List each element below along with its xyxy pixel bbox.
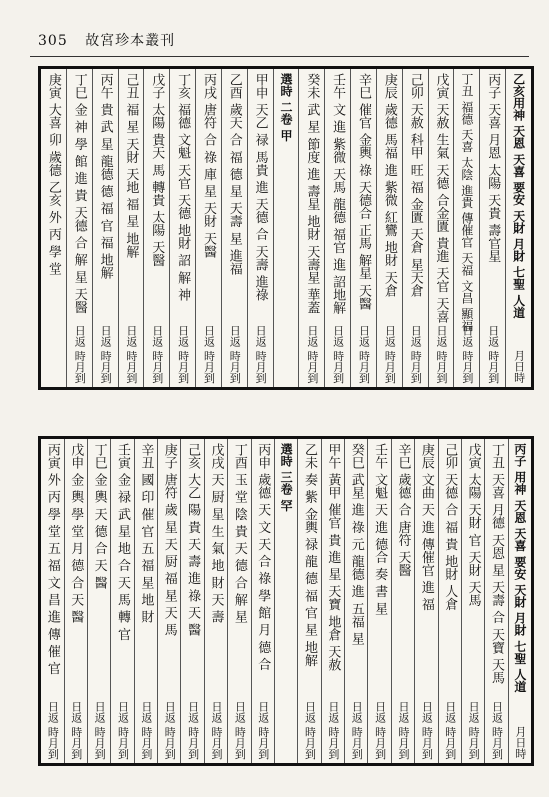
column-text: 乙亥用神 天恩 天喜 要安 天財 月財 七聖 人道 [511, 73, 526, 319]
table-column [87, 439, 110, 763]
column-footer: 日返 時月到 [490, 700, 504, 759]
table-column [367, 439, 390, 763]
column-footer: 日返 時月到 [435, 324, 449, 383]
column-footer: 日返 時月到 [409, 324, 423, 383]
table-column [247, 69, 273, 387]
column-text: 戊子 太陽 貴天 馬 轉貴 太陽 天醫 [149, 73, 165, 267]
table-column [321, 439, 344, 763]
column-text: 丁丑 天喜 月德 天恩 星 天壽 合 天寶 天馬 [488, 443, 504, 685]
column-footer: 日返 時月到 [486, 324, 500, 383]
table-column [41, 69, 66, 387]
column-text: 選時 二卷 甲 [278, 73, 293, 142]
column-text: 丙戌 唐符 合 祿 庫 星 天財 天醫 [200, 73, 216, 258]
table-column [204, 439, 227, 763]
column-footer: 日返 時月到 [467, 700, 481, 759]
table-column [221, 69, 247, 387]
column-footer: 日返 時月到 [150, 324, 164, 383]
table-column [376, 69, 402, 387]
column-footer: 日返 時月到 [396, 700, 410, 759]
table-column [251, 439, 274, 763]
table-column [344, 439, 367, 763]
column-footer: 日返 時月到 [254, 324, 268, 383]
bottom-almanac-table [38, 436, 534, 766]
column-text: 己丑 福 星 天財 天地 福 星 地解 [123, 73, 139, 258]
column-footer: 日返 時月到 [373, 700, 387, 759]
column-footer: 月日時 [512, 350, 526, 383]
table-column [195, 69, 221, 387]
table-column [298, 69, 324, 387]
page-header [38, 30, 187, 50]
column-text: 丙寅 外 丙 學 堂 五 福 文 昌 進 傳 催 官 [44, 443, 60, 675]
table-column [274, 439, 297, 763]
column-text: 戊申 金 輿 學 堂 月 德 合 天 醫 [68, 443, 84, 624]
column-footer: 日返 時月到 [186, 700, 200, 759]
column-footer: 日返 時月到 [305, 324, 319, 383]
column-footer: 日返 時月到 [202, 324, 216, 383]
column-text: 庚辰 歲德 馬福 進 紫微 紅鸞 地財 天倉 [381, 73, 397, 297]
header-rule [30, 56, 529, 57]
column-footer: 日返 時月到 [350, 700, 364, 759]
table-column [297, 439, 320, 763]
column-text: 丙子 用神 天恩 天喜 要安 天財 月財 七聖 人道 [512, 443, 527, 693]
table-column [324, 69, 350, 387]
column-text: 庚寅 大喜 卯 歲德 乙亥 外 丙 學 堂 [45, 73, 61, 276]
column-text: 壬午 文魁 天 進 德合 奏 書 星 [372, 443, 388, 615]
column-text: 辛丑 國 印 催 官 五 福 星 地 財 [138, 443, 154, 624]
table-column [438, 439, 461, 763]
column-footer: 日返 時月到 [124, 324, 138, 383]
column-footer: 日返 時月到 [331, 324, 345, 383]
table-column [118, 69, 144, 387]
column-footer: 日返 時月到 [69, 700, 83, 759]
column-footer: 日返 時月到 [139, 700, 153, 759]
column-footer: 日返 時月到 [93, 700, 107, 759]
table-column [110, 439, 133, 763]
column-footer: 日返 時月到 [326, 700, 340, 759]
column-footer: 日返 時月到 [443, 700, 457, 759]
column-text: 丁巳 金 輿 天 德 合 天 醫 [91, 443, 107, 589]
column-footer: 日返 時月到 [460, 324, 474, 383]
column-text: 庚辰 文曲 天 進 傳催官 進 福 [418, 443, 434, 611]
column-text: 選時 三卷 罕 [279, 443, 294, 512]
column-text: 壬午 文 進 紫微 天馬 龍德 福官 進 詔地解 [330, 73, 346, 315]
table-column [273, 69, 299, 387]
table-column [143, 69, 169, 387]
column-text: 己亥 大乙 陽 貴 天 壽 進 祿 天 醫 [185, 443, 201, 637]
table-column [505, 69, 531, 387]
table-column [227, 439, 250, 763]
table-column [66, 69, 92, 387]
column-text: 丁酉 玉 堂 陰 貴 天 德 合 解 星 [231, 443, 247, 624]
column-text: 壬寅 金 禄 武 星 地 合 天 馬 轉 官 [114, 443, 130, 641]
table-column [402, 69, 428, 387]
column-text: 甲午 黃甲 催官 貴 進 星 天寶 地倉 天赦 [325, 443, 341, 672]
table-column [41, 439, 63, 763]
column-text: 丙午 貴 武 星 龍德 德 福 官 福 地解 [97, 73, 113, 280]
column-text: 乙未 奏 紫 金輿 禄 龍 德 福 官 星 地解 [301, 443, 317, 667]
page-number: 305 [38, 33, 68, 49]
table-column [391, 439, 414, 763]
column-text: 辛巳 歲德 合 唐符 天醫 [395, 443, 411, 577]
table-column [134, 439, 157, 763]
column-footer: 日返 時月到 [420, 700, 434, 759]
top-columns [41, 69, 531, 387]
column-text: 庚子 唐符 歲 星 天 厨 福 星 天 馬 [161, 443, 177, 637]
column-footer: 日返 時月到 [116, 700, 130, 759]
column-footer: 日返 時月到 [303, 700, 317, 759]
table-column [484, 439, 507, 763]
table-column [508, 439, 531, 763]
column-text: 己卯 天赦 科甲 旺 福 金匱 天倉 星天倉 [407, 73, 423, 297]
column-footer: 日返 時月到 [383, 324, 397, 383]
table-column [180, 439, 203, 763]
column-text: 丙子 天喜 月恩 太陽 天貴 壽官星 [485, 73, 501, 263]
column-footer: 日返 時月到 [357, 324, 371, 383]
column-footer: 日返 時月到 [46, 700, 60, 759]
column-footer: 日返 時月到 [163, 700, 177, 759]
column-text: 己卯 天德 合 福 貴 地財 人倉 [442, 443, 458, 611]
column-text: 甲申 天乙 禄 馬貴 進 天德 合 天壽 進祿 [252, 73, 268, 302]
book-title: 故宮珍本叢刊 [85, 33, 176, 49]
table-column [64, 439, 87, 763]
table-column [461, 439, 484, 763]
column-text: 丙申 歲德 天 文 天 合 祿 學 館 月 德 合 [255, 443, 271, 671]
table-column [92, 69, 118, 387]
column-text: 癸巳 武星 進 祿 元 龍德 進 五福 星 [348, 443, 364, 646]
table-column [479, 69, 505, 387]
bottom-columns [41, 439, 531, 763]
column-text: 丁巳 金 神 學 館 進 貴 天德 合 解 星 天醫 [71, 73, 87, 314]
column-text: 乙酉 歲天 合 福 德 星 天壽 星 進福 [226, 73, 242, 276]
column-text: 癸未 武 星 節度 進 壽星 地財 天壽星 華蓋 [304, 73, 320, 315]
table-column [169, 69, 195, 387]
table-column [157, 439, 180, 763]
top-almanac-table [38, 66, 534, 390]
column-footer: 日返 時月到 [228, 324, 242, 383]
column-footer: 月日時 [513, 726, 527, 759]
column-text: 辛巳 催官 金輿 祿 天德合 正馬 解星 天醫 [356, 73, 372, 310]
column-footer: 日返 時月到 [256, 700, 270, 759]
table-column [414, 439, 437, 763]
column-footer: 日返 時月到 [233, 700, 247, 759]
table-column [428, 69, 454, 387]
column-text: 戊寅 天赦 生氣 天德 合金匱 貴進 天官 天喜 [433, 73, 449, 323]
column-text: 丁丑 福德 天喜 太陰 進貴 傳催官 天福 文昌 顯福 [459, 73, 474, 332]
column-footer: 日返 時月到 [209, 700, 223, 759]
column-text: 丁亥 福德 文魁 天官 天德 地財 詔 解 神 [175, 73, 191, 302]
column-footer: 日返 時月到 [176, 324, 190, 383]
table-column [350, 69, 376, 387]
column-footer: 日返 時月到 [99, 324, 113, 383]
column-footer: 日返 時月到 [73, 324, 87, 383]
column-text: 戊戌 天 厨 星 生 氣 地 財 天 壽 [208, 443, 224, 624]
table-column [453, 69, 479, 387]
column-text: 戊寅 太陽 天財 官 天財 天馬 [465, 443, 481, 607]
